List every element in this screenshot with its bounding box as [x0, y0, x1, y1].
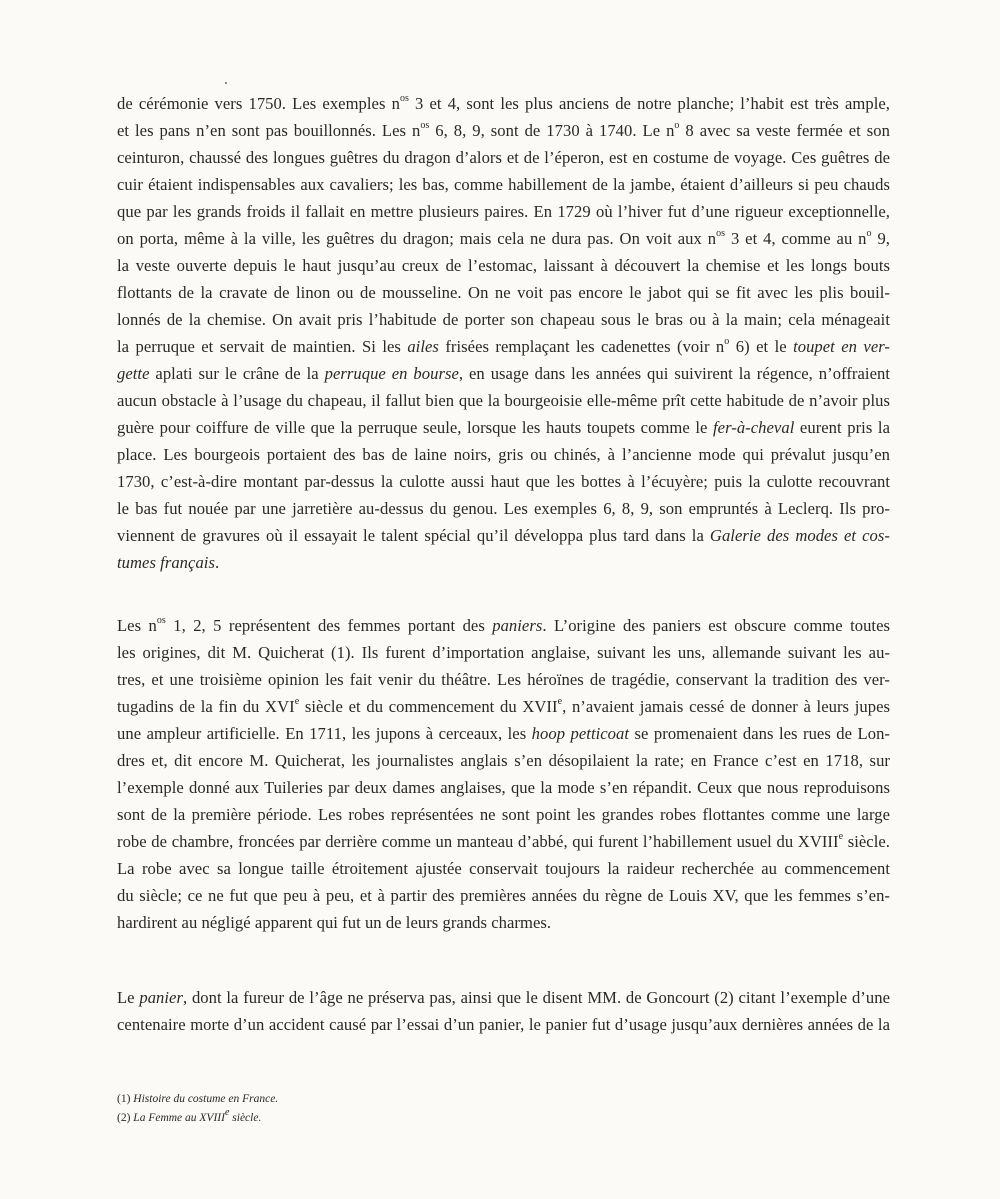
text-line: guère pour coiffure de ville que la perruque seule, lorsque les hauts toupets comme le fer-à-cheval eurent pris la	[117, 418, 890, 437]
text-line: Le panier, dont la fureur de l’âge ne préserva pas, ainsi que le disent MM. de Goncourt (2) citant l’exemple d’une	[117, 988, 890, 1007]
text-line: l’exemple donné aux Tuileries par deux dames anglaises, que la mode s’en répandit. Ceux que nous reproduisons	[117, 778, 890, 797]
text-line: flottants de la cravate de linon ou de mousseline. On ne voit pas encore le jabot qui se fit avec les plis bouil-	[117, 283, 890, 302]
text-line: place. Les bourgeois portaient des bas de laine noirs, gris ou chinés, à l’ancienne mode qui prévalut jusqu’en	[117, 445, 890, 464]
ink-speck	[225, 82, 227, 84]
text-line: la veste ouverte depuis le haut jusqu’au creux de l’estomac, laissant à découvert la chemise et les longs bouts	[117, 256, 890, 275]
text-line: Les $n^{os}$ 1, 2, 5 représentent des femmes portant des paniers. L’origine des paniers est obscure comme toutes	[117, 615, 891, 635]
text-line: que par les grands froids il fallait en mettre plusieurs paires. En 1729 où l’hiver fut d’une rigueur exceptionnelle,	[117, 202, 890, 221]
text-line: gette aplati sur le crâne de la perruque en bourse, en usage dans les années qui suivirent la régence, n’offraient	[117, 364, 890, 383]
text-line: La robe avec sa longue taille étroitement ajustée conservait toujours la raideur recherchée au commencement	[117, 859, 890, 878]
text-line: hardirent au négligé apparent qui fut un de leurs grands charmes.	[117, 913, 552, 932]
text-line: tugadins de la fin du XVIe siècle et du commencement du XVIIe, n’avaient jamais cessé de donner à leurs jupes	[117, 696, 890, 716]
text-line: aucun obstacle à l’usage du chapeau, il fallut bien que la bourgeoisie elle-même prît cette habitude de n’avoir plus	[117, 391, 890, 410]
text-line: dres et, dit encore M. Quicherat, les journalistes anglais s’en désopilaient la rate; en France c’est en 1718, sur	[117, 751, 890, 770]
footnote-2: (2) La Femme au XVIIIe siècle.	[117, 1107, 262, 1124]
text-line: 1730, c’est-à-dire montant par-dessus la culotte aussi haut que les bottes à l’écuyère; puis la culotte recouvrant	[117, 472, 890, 491]
text-line: la perruque et servait de maintien. Si les ailes frisées remplaçant les cadenettes (voir $n^o$ 6) et le toupet en ver-	[117, 336, 890, 356]
text-line: du siècle; ce ne fut que peu à peu, et à partir des premières années du règne de Louis XV, que les femmes s’en-	[117, 886, 890, 905]
text-line: tres, et une troisième opinion les fait venir du théâtre. Les héroïnes de tragédie, conservant la tradition des ver-	[117, 670, 890, 689]
text-line: on porta, même à la ville, les guêtres du dragon; mais cela ne dura pas. On voit aux $n^{os}$ 3 et 4, comme au $n^o$ 9,	[117, 228, 891, 248]
text-line: une ampleur artificielle. En 1711, les jupons à cerceaux, les hoop petticoat se promenaient dans les rues de Lon-	[117, 724, 890, 743]
text-line: de cérémonie vers 1750. Les exemples $n^{os}$ 3 et 4, sont les plus anciens de notre planche; l’habit est très ample,	[117, 93, 890, 113]
text-line: robe de chambre, froncées par derrière comme un manteau d’abbé, qui furent l’habillement usuel du XVIIIe siècle.	[117, 831, 890, 851]
text-line: cuir étaient indispensables aux cavaliers; les bas, comme habillement de la jambe, étaient d’ailleurs si peu chauds	[117, 175, 890, 194]
text-line: centenaire morte d’un accident causé par l’essai d’un panier, le panier fut d’usage jusqu’aux dernières années de la	[117, 1015, 890, 1034]
text-line: viennent de gravures où il essayait le talent spécial qu’il développa plus tard dans la Galerie des modes et cos-	[117, 526, 890, 545]
text-line: les origines, dit M. Quicherat (1). Ils furent d’importation anglaise, suivant les uns, allemande suivant les au-	[117, 643, 890, 662]
text-line: ceinturon, chaussé des longues guêtres du dragon d’alors et de l’éperon, est en costume de voyage. Ces guêtres de	[117, 148, 890, 167]
text-line: sont de la première période. Les robes représentées ne sont point les grandes robes flottantes comme une large	[117, 805, 890, 824]
text-line: le bas fut nouée par une jarretière au-dessus du genou. Les exemples 6, 8, 9, son empruntés à Leclerq. Ils pro-	[117, 499, 890, 518]
text-line: et les pans n’en sont pas bouillonnés. Les $n^{os}$ 6, 8, 9, sont de 1730 à 1740. Le $n^o$ 8 avec sa veste fermée et son	[117, 120, 890, 140]
text-line: lonnés de la chemise. On avait pris l’habitude de porter son chapeau sous le bras ou à la main; cela ménageait	[117, 310, 890, 329]
footnote-1: (1) Histoire du costume en France.	[117, 1093, 279, 1105]
text-line: tumes français.	[117, 553, 220, 572]
